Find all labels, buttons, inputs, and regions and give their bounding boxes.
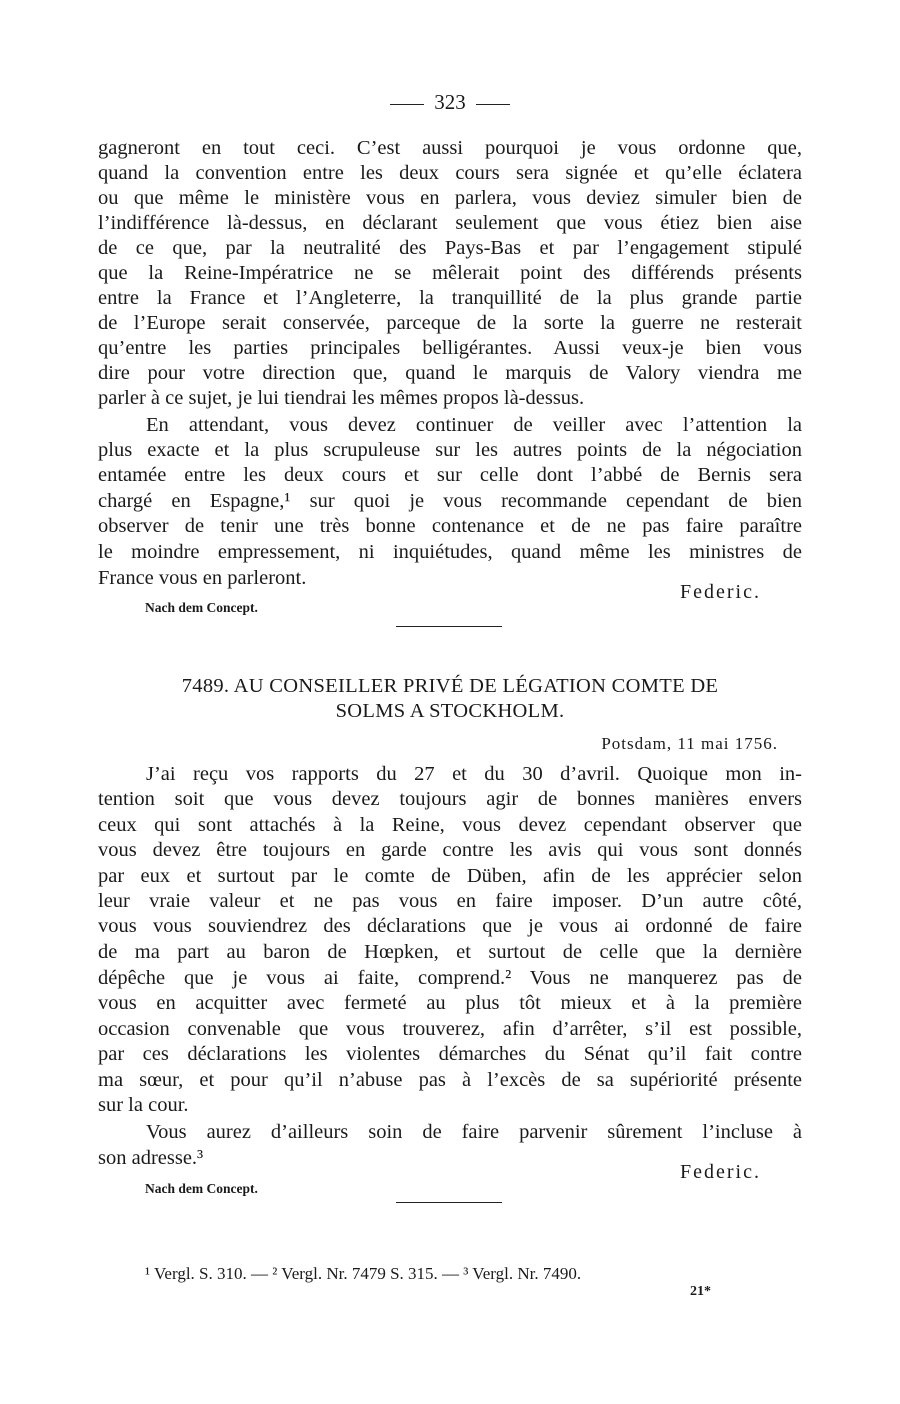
text-line: ceux qui sont attachés à la Reine, vous devez cependant observer que <box>98 814 802 836</box>
text-line: parler à ce sujet, je lui tiendrai les mêmes propos là-dessus. <box>98 387 585 409</box>
text-line: entamée entre les deux cours et sur celle dont l’abbé de Bernis sera <box>98 464 802 486</box>
text-line: vous en acquitter avec fermeté au plus tôt mieux et à la première <box>98 992 802 1014</box>
signature: Federic. <box>680 1161 761 1183</box>
text-line: chargé en Espagne,¹ sur quoi je vous recommande cependant de bien <box>98 490 802 512</box>
text-line: Vous aurez d’ailleurs soin de faire parvenir sûrement l’incluse à <box>146 1121 802 1143</box>
text-line: ou que même le ministère vous en parlera, vous deviez simuler bien de <box>98 187 802 209</box>
page-number-header <box>0 90 900 115</box>
footnotes: ¹ Vergl. S. 310. — ² Vergl. Nr. 7479 S. 315. — ³ Vergl. Nr. 7490. <box>145 1264 582 1283</box>
source-note: Nach dem Concept. <box>145 600 258 615</box>
text-line: l’indifférence là-dessus, en déclarant seulement que vous étiez bien aise <box>98 212 802 234</box>
text-line: par ces déclarations les violentes démarches du Sénat qu’il fait contre <box>98 1043 802 1065</box>
text-line: gagneront en tout ceci. C’est aussi pourquoi je vous ordonne que, <box>98 137 802 159</box>
text-line: de ma part au baron de Hœpken, et surtout de celle que la dernière <box>98 941 802 963</box>
sheet-signature-mark: 21* <box>690 1284 711 1299</box>
text-line: ma sœur, et pour qu’il n’abuse pas à l’excès de sa supériorité présente <box>98 1069 802 1091</box>
text-line: de l’Europe serait conservée, parceque de la sorte la guerre ne resterait <box>98 312 802 334</box>
text-line: par eux et surtout par le comte de Düben, afin de les apprécier selon <box>98 865 802 887</box>
text-line: France vous en parleront. <box>98 567 307 589</box>
section-divider <box>396 626 502 627</box>
letter-heading-line2: SOLMS A STOCKHOLM. <box>335 700 565 722</box>
text-line: dépêche que je vous ai faite, comprend.² Vous ne manquerez pas de <box>98 967 802 989</box>
text-line: de ce que, par la neutralité des Pays-Bas et par l’engagement stipulé <box>98 237 802 259</box>
text-line: occasion convenable que vous trouverez, afin d’arrêter, s’il est possible, <box>98 1018 802 1040</box>
text-line: qu’entre les parties principales belligérantes. Aussi veux-je bien vous <box>98 337 802 359</box>
text-line: que la Reine-Impératrice ne se mêlerait point des différends présents <box>98 262 802 284</box>
source-note: Nach dem Concept. <box>145 1181 258 1196</box>
section-divider <box>396 1202 502 1203</box>
text-line: leur vraie valeur et ne pas vous en faire imposer. D’un autre côté, <box>98 890 802 912</box>
text-line: tention soit que vous devez toujours agir de bonnes manières envers <box>98 788 802 810</box>
signature: Federic. <box>680 581 761 603</box>
text-line: dire pour votre direction que, quand le marquis de Valory viendra me <box>98 362 802 384</box>
text-line: le moindre empressement, ni inquiétudes, quand même les ministres de <box>98 541 802 563</box>
header-dash-right <box>476 104 510 105</box>
text-line: entre la France et l’Angleterre, la tranquillité de la plus grande partie <box>98 287 802 309</box>
text-line: sur la cour. <box>98 1094 189 1116</box>
letter-heading-line1: 7489. AU CONSEILLER PRIVÉ DE LÉGATION COMTE DE <box>181 675 719 697</box>
text-line: J’ai reçu vos rapports du 27 et du 30 d’avril. Quoique mon in- <box>146 763 802 785</box>
text-line: quand la convention entre les deux cours sera signée et qu’elle éclatera <box>98 162 802 184</box>
header-dash-left <box>390 104 424 105</box>
text-line: plus exacte et la plus scrupuleuse sur les autres points de la négociation <box>98 439 802 461</box>
text-line: vous vous souviendrez des déclarations que je vous ai ordonné de faire <box>98 915 802 937</box>
text-line: En attendant, vous devez continuer de veiller avec l’attention la <box>146 414 802 436</box>
letter-date: Potsdam, 11 mai 1756. <box>601 734 778 753</box>
text-line: son adresse.³ <box>98 1147 204 1169</box>
page-number: 323 <box>434 90 466 114</box>
text-line: vous devez être toujours en garde contre les avis qui vous sont donnés <box>98 839 802 861</box>
text-line: observer de tenir une très bonne contenance et de ne pas faire paraître <box>98 515 802 537</box>
